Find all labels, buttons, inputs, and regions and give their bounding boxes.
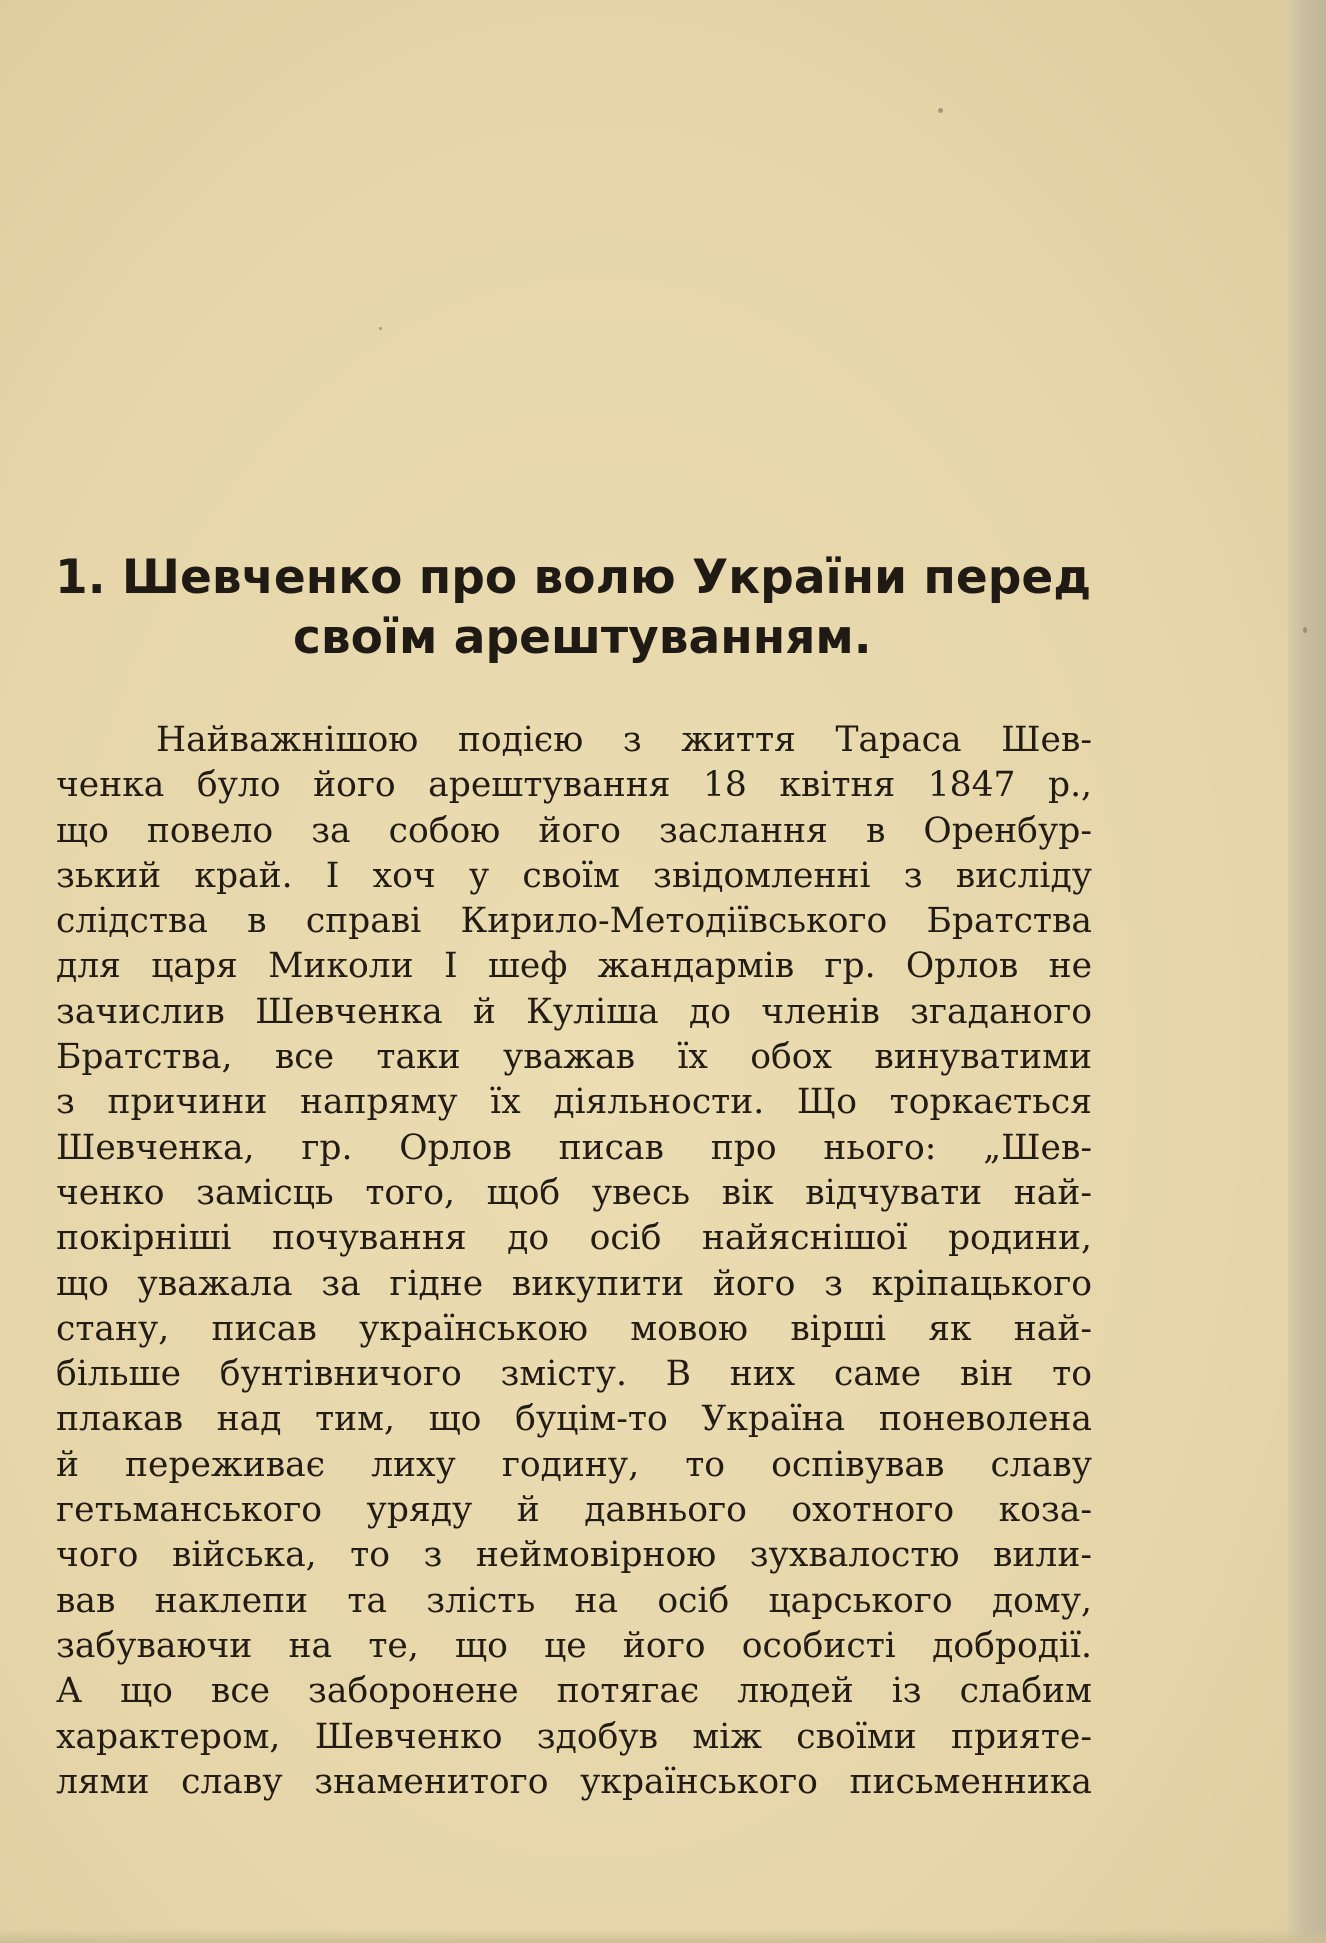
text-line: зачислив Шевченка й Куліша до членів згаданого — [56, 991, 1092, 1032]
paper-speck — [938, 108, 943, 113]
text-line: забуваючи на те, що це його особисті добродії. — [56, 1625, 1092, 1666]
text-line: ченко замісць того, щоб увесь вік відчувати най- — [56, 1172, 1092, 1213]
text-line: що повело за собою його заслання в Оренбур- — [56, 810, 1092, 851]
text-line: й переживає лиху годину, то оспівував славу — [56, 1444, 1092, 1485]
text-line: більше бунтівничого змісту. В них саме він то — [56, 1354, 1092, 1395]
text-line: вав наклепи та злість на осіб царського дому, — [56, 1580, 1092, 1621]
paper-speck — [1303, 627, 1307, 633]
text-line: А що все заборонене потягає людей із слабим — [56, 1671, 1092, 1712]
text-line: слідства в справі Кирило-Методіївського Братства — [56, 901, 1092, 942]
text-line: стану, писав українською мовою вірші як най- — [56, 1308, 1092, 1349]
text-line: лями славу знаменитого українського письменника — [56, 1761, 1092, 1802]
text-line: Шевченка, гр. Орлов писав про нього: „Шев- — [56, 1127, 1092, 1168]
text-line: ченка було його арештування 18 квітня 1847 р., — [56, 765, 1092, 806]
text-line: гетьманського уряду й давнього охотного коза- — [56, 1490, 1092, 1531]
text-line: Найважнішою подією з життя Тараса Шев- — [156, 720, 1092, 760]
paper-speck — [379, 327, 382, 330]
text-line: зький край. І хоч у своїм звідомленні з висліду — [56, 855, 1092, 896]
text-line: для царя Миколи І шеф жандармів гр. Орлов не — [56, 946, 1092, 987]
text-line: з причини напряму їх діяльности. Що торкається — [56, 1082, 1092, 1123]
chapter-heading-line-1: 1. Шевченко про волю України перед — [55, 550, 1092, 605]
page-bottom-edge — [0, 1929, 1326, 1943]
text-line: що уважала за гідне викупити його з кріпацького — [56, 1263, 1092, 1304]
chapter-heading-line-2: своїм арештуванням. — [293, 610, 872, 665]
text-line: плакав над тим, що буцім-то Україна поневолена — [56, 1399, 1092, 1440]
body-paragraph — [56, 718, 1092, 1805]
page-edge — [1288, 0, 1326, 1943]
text-line: покірніші почування до осіб найяснішої родини, — [56, 1218, 1092, 1259]
text-line: чого війська, то з неймовірною зухвалостю вили- — [56, 1535, 1092, 1576]
text-line: Братства, все таки уважав їх обох винуватими — [56, 1037, 1092, 1078]
text-line: характером, Шевченко здобув між своїми прияте- — [56, 1716, 1092, 1757]
chapter-heading — [55, 548, 1095, 668]
